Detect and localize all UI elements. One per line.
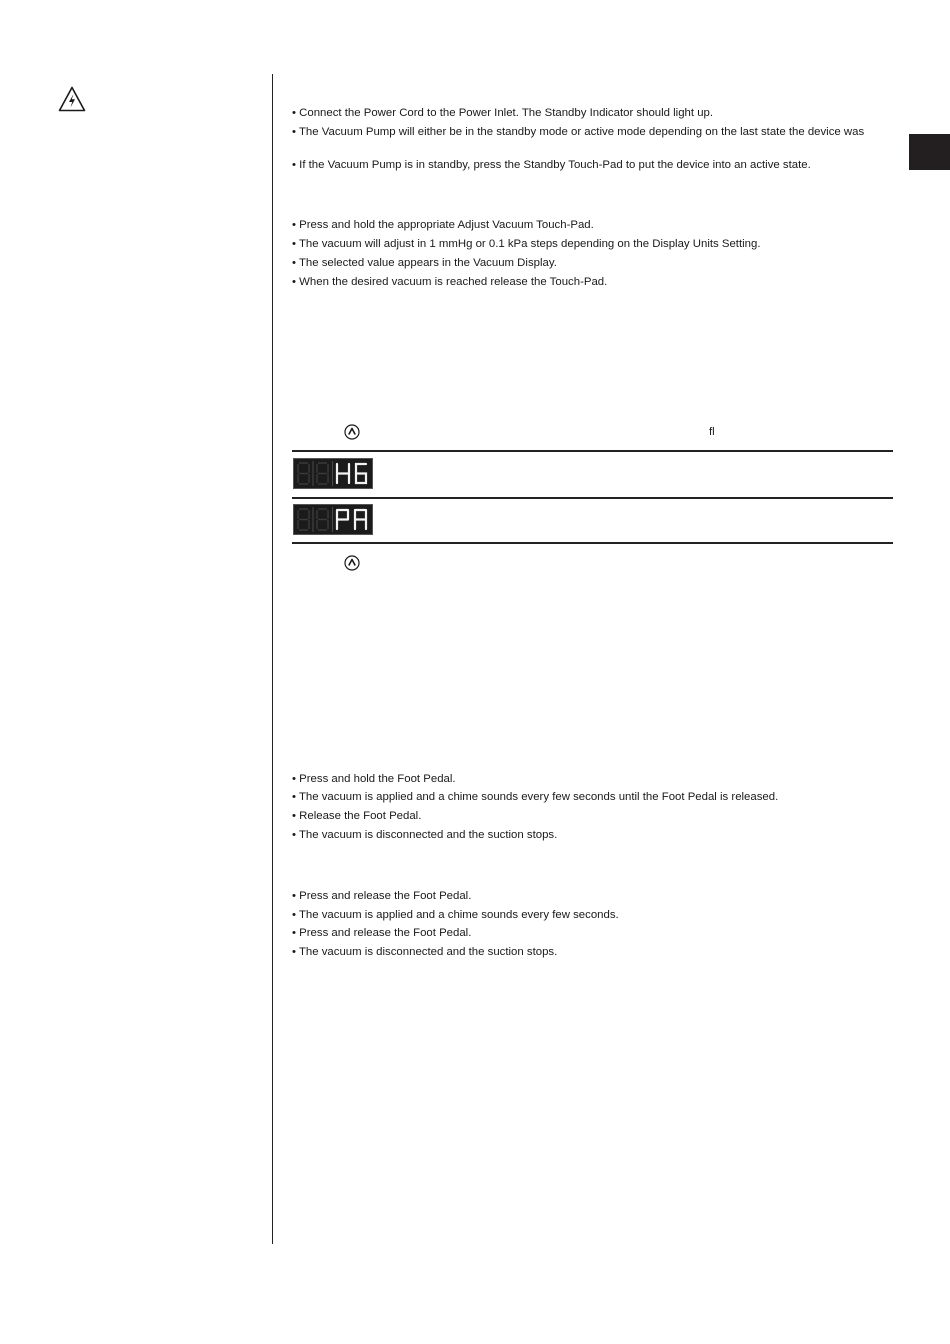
bullet-vacuum-applied: • The vacuum is applied and a chime sounds every few seconds. xyxy=(292,909,619,921)
bullet-vacuum-disconnected-2: • The vacuum is disconnected and the suction stops. xyxy=(292,946,558,958)
bullet-press-adjust: • Press and hold the appropriate Adjust Vacuum Touch-Pad. xyxy=(292,219,594,231)
ligature-text: fl xyxy=(709,426,715,438)
up-arrow-circle-icon xyxy=(344,424,360,440)
bullet-release-pedal: • Release the Foot Pedal. xyxy=(292,810,422,822)
vacuum-display-pa xyxy=(293,504,373,535)
bullet-adjust-steps: • The vacuum will adjust in 1 mmHg or 0.1 kPa steps depending on the Display Units Setting. xyxy=(292,238,761,250)
electrical-warning-icon xyxy=(58,86,86,112)
bullet-vacuum-disconnected: • The vacuum is disconnected and the suction stops. xyxy=(292,829,558,841)
table-rule-top xyxy=(292,450,893,452)
bullet-release-touchpad: • When the desired vacuum is reached release the Touch-Pad. xyxy=(292,276,608,288)
section-tab xyxy=(909,134,950,170)
column-divider xyxy=(272,74,273,1244)
bullet-standby-press: • If the Vacuum Pump is in standby, press the Standby Touch-Pad to put the device into an active state. xyxy=(292,159,811,171)
bullet-selected-value: • The selected value appears in the Vacuum Display. xyxy=(292,257,557,269)
up-arrow-circle-icon xyxy=(344,555,360,571)
bullet-standby-mode: • The Vacuum Pump will either be in the standby mode or active mode depending on the last state the device was xyxy=(292,126,865,138)
bullet-connect-power: • Connect the Power Cord to the Power Inlet. The Standby Indicator should light up. xyxy=(292,107,714,119)
bullet-press-hold-pedal: • Press and hold the Foot Pedal. xyxy=(292,773,456,785)
bullet-press-release-pedal-2: • Press and release the Foot Pedal. xyxy=(292,927,472,939)
vacuum-display-h6 xyxy=(293,458,373,489)
bullet-vacuum-applied-chime: • The vacuum is applied and a chime sounds every few seconds until the Foot Pedal is released. xyxy=(292,791,779,803)
table-rule-middle xyxy=(292,497,893,499)
bullet-press-release-pedal: • Press and release the Foot Pedal. xyxy=(292,890,472,902)
table-rule-bottom xyxy=(292,542,893,544)
